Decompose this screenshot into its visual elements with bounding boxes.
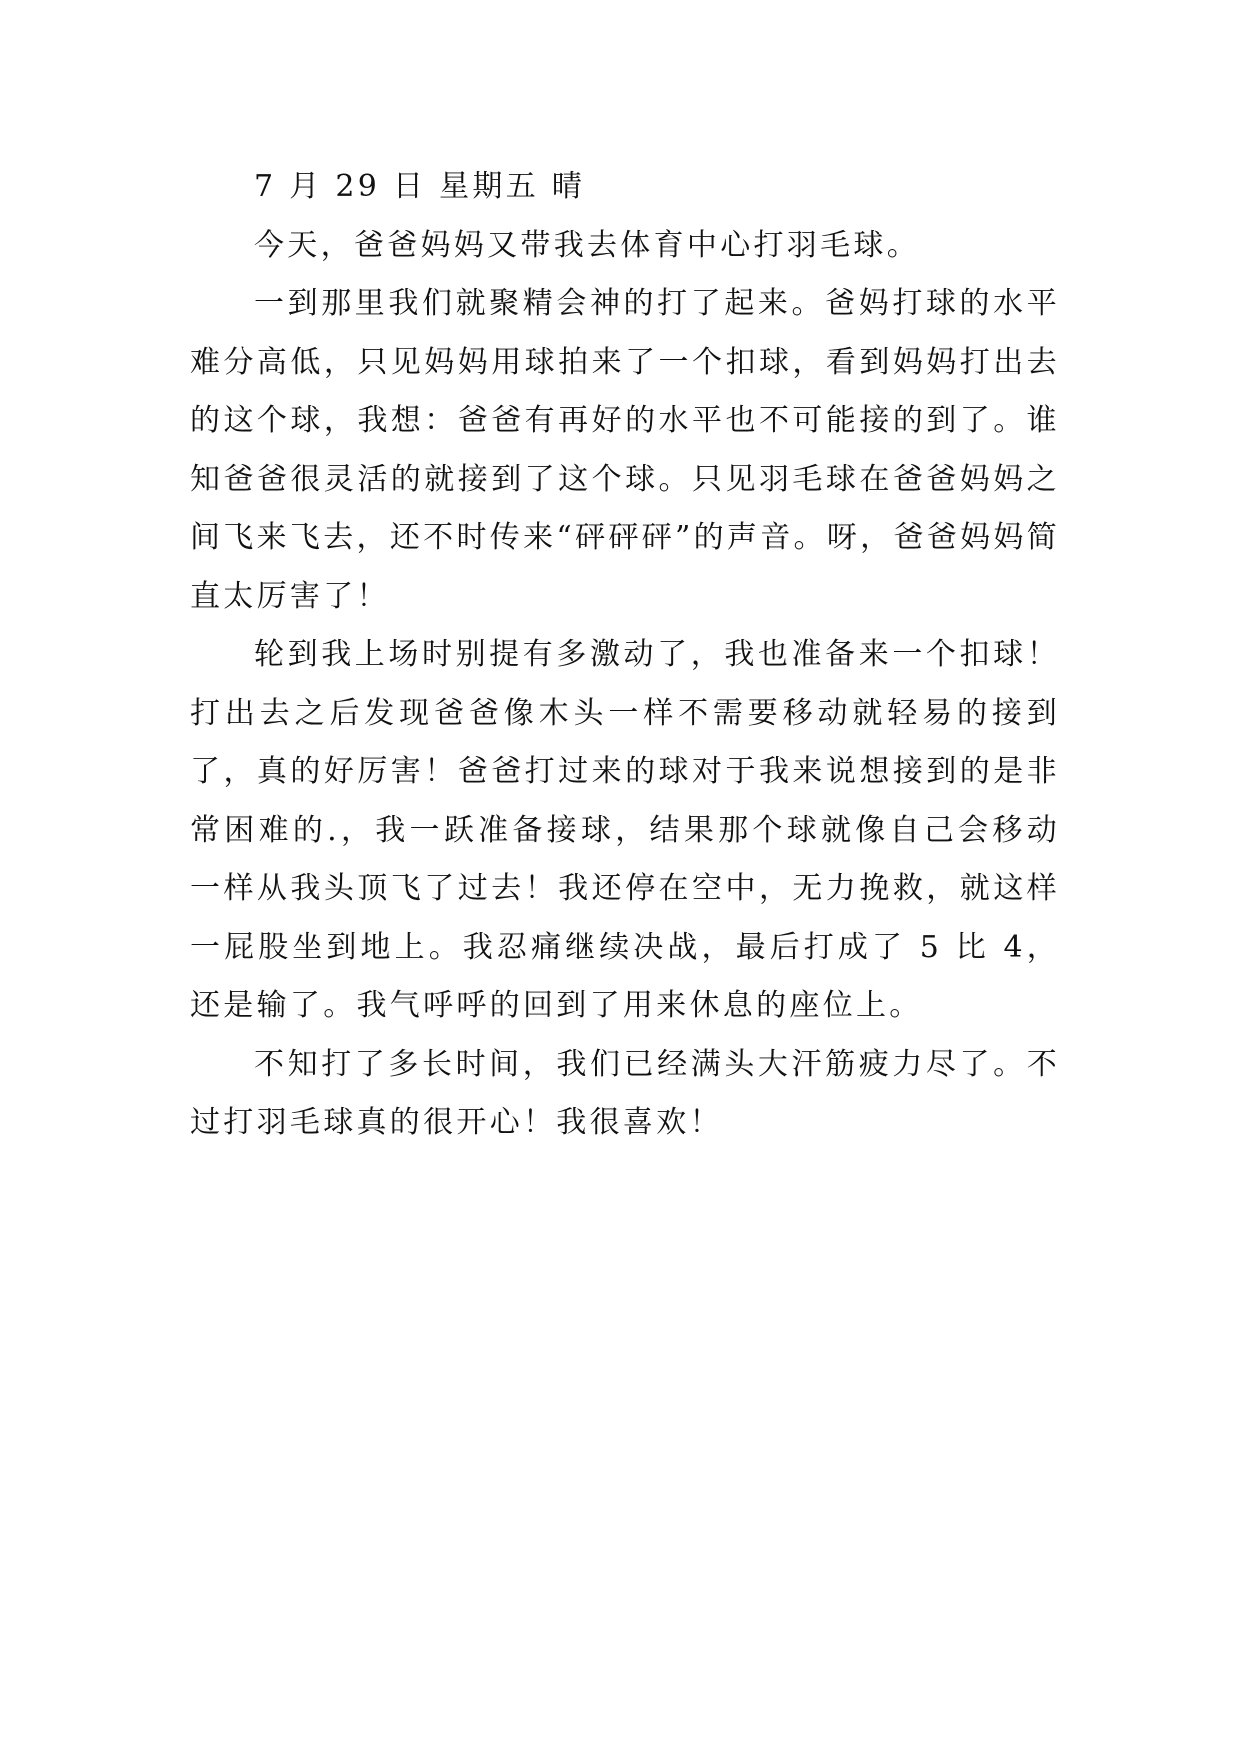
paragraph-intro: 今天，爸爸妈妈又带我去体育中心打羽毛球。 — [254, 227, 920, 263]
paragraph-my-turn: 轮到我上场时别提有多激动了，我也准备来一个扣球！打出去之后发现爸爸像木头一样不需要移动就轻易的接到了，真的好厉害！爸爸打过来的球对于我来说想接到的是非常困难的.，我一跃准备接球，结果那个球就像自己会移动一样从我头顶飞了过去！我还停在空中，无力挽救，就这样一屁股坐到地上。我忍痛继续决战，最后打成了 5 比 4，还是输了。我气呼呼的回到了用来休息的座位上。 — [190, 637, 1060, 1023]
paragraph-conclusion: 不知打了多长时间，我们已经满头大汗筋疲力尽了。不过打羽毛球真的很开心！我很喜欢！ — [190, 1046, 1060, 1140]
date-line: 7 月 29 日 星期五 晴 — [254, 169, 586, 204]
paragraph-parents-play: 一到那里我们就聚精会神的打了起来。爸妈打球的水平难分高低，只见妈妈用球拍来了一个扣球，看到妈妈打出去的这个球，我想：爸爸有再好的水平也不可能接的到了。谁知爸爸很灵活的就接到了这个球。只见羽毛球在爸爸妈妈之间飞来飞去，还不时传来“砰砰砰”的声音。呀，爸爸妈妈简直太厉害了！ — [190, 286, 1060, 614]
diary-entry — [190, 158, 1060, 1153]
